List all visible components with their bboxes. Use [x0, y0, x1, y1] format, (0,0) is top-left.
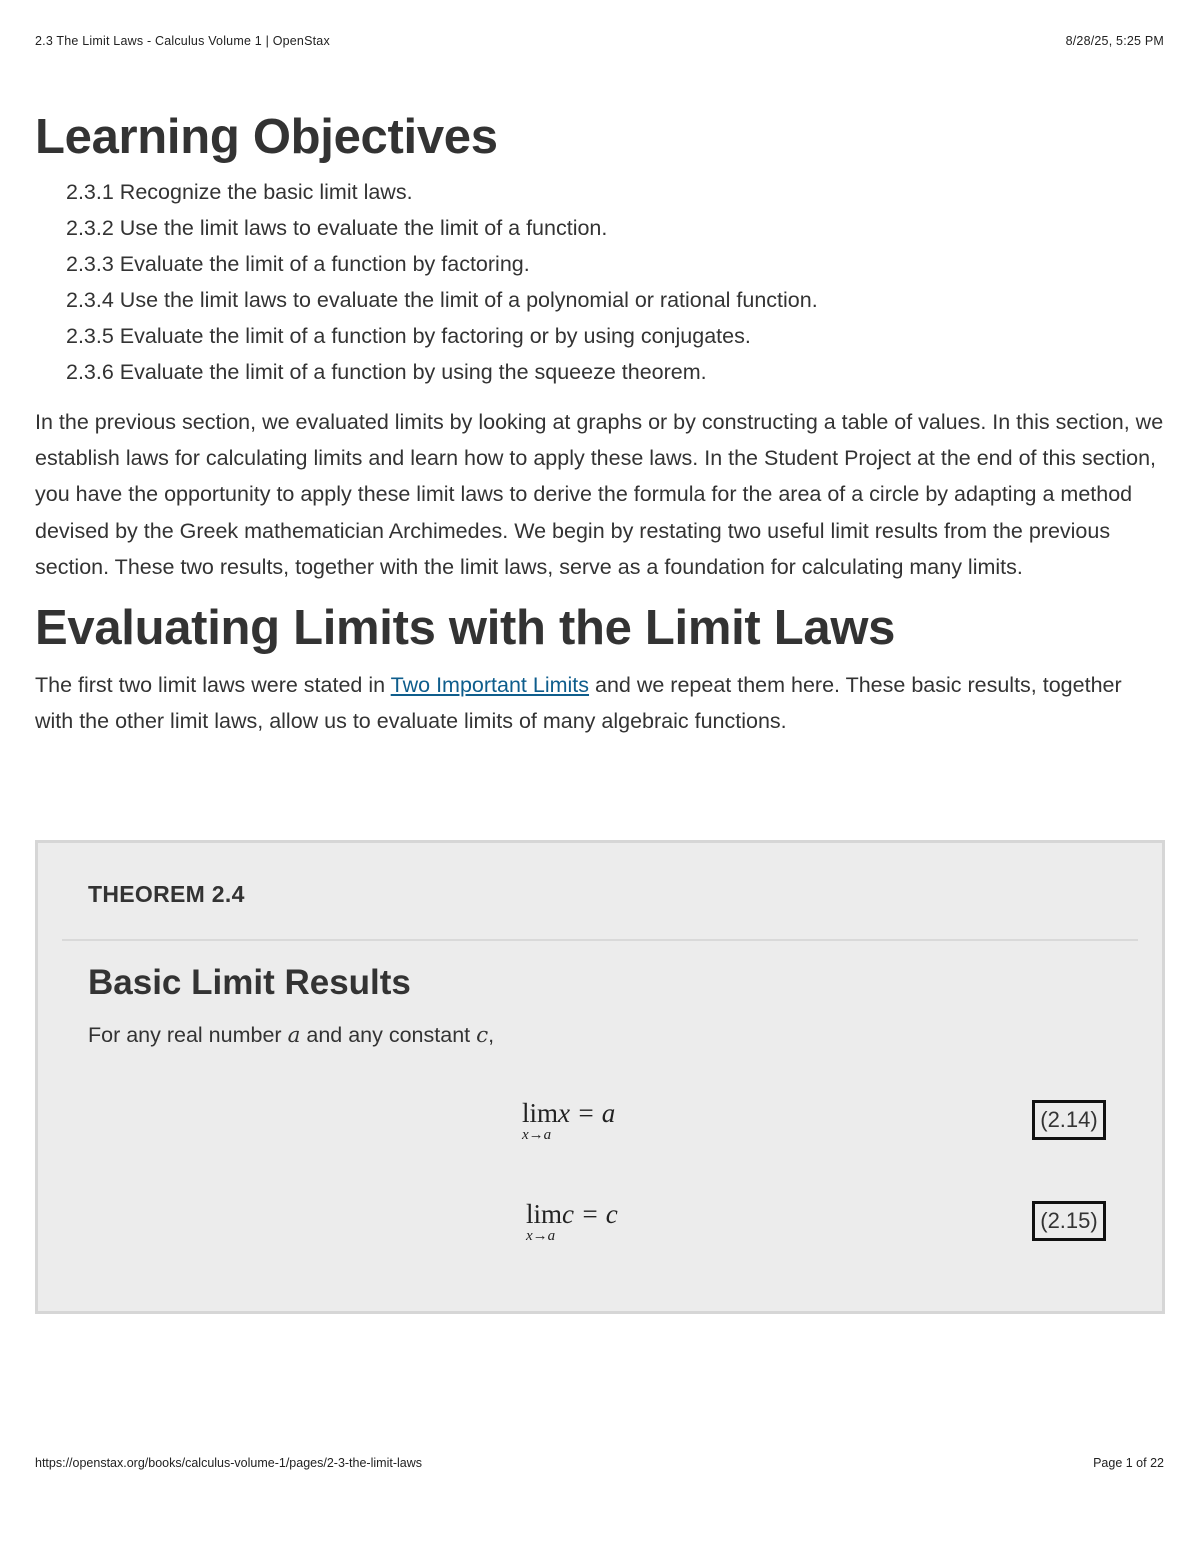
- list-item: 2.3.4 Use the limit laws to evaluate the limit of a polynomial or rational function.: [66, 288, 818, 312]
- theorem-label: THEOREM 2.4: [88, 881, 245, 907]
- theorem-box: [35, 840, 1165, 1314]
- limit-formula: [522, 1098, 615, 1144]
- section-paragraph: [35, 667, 1165, 739]
- print-footer: [35, 1456, 1164, 1470]
- limit-subscript: x→a: [526, 1228, 556, 1244]
- print-header: [35, 34, 1164, 48]
- print-header-datetime: 8/28/25, 5:25 PM: [1065, 34, 1164, 48]
- intro-paragraph: In the previous section, we evaluated limits by looking at graphs or by constructing a table of values. In this section, we establish laws for calculating limits and learn how to apply these laws. In the Student Project at the end of this section, you have the opportunity to apply these limit laws to derive the formula for the area of a circle by adapting a method devised by the Greek mathematician Archimedes. We begin by restating two useful limit results from the previous section. These two results, together with the limit laws, serve as a foundation for calculating many limits.: [35, 410, 1164, 579]
- theorem-title: Basic Limit Results: [88, 963, 411, 1002]
- print-footer-page: Page 1 of 22: [1093, 1456, 1164, 1470]
- list-item: 2.3.5 Evaluate the limit of a function by factoring or by using conjugates.: [66, 324, 751, 348]
- learning-objectives-heading: Learning Objectives: [35, 110, 498, 164]
- two-important-limits-link[interactable]: Two Important Limits: [390, 673, 590, 698]
- limit-formula: [526, 1199, 618, 1245]
- theorem-statement: [88, 1023, 494, 1048]
- list-item: 2.3.3 Evaluate the limit of a function by factoring.: [66, 252, 530, 276]
- lim-operator: lim: [526, 1199, 563, 1229]
- section-heading: Evaluating Limits with the Limit Laws: [35, 601, 896, 656]
- list-item: 2.3.2 Use the limit laws to evaluate the limit of a function.: [66, 216, 608, 240]
- section-paragraph-end: and we repeat them here. These basic results, together with the other limit laws, allow us to evaluate limits of many algebraic functions.: [35, 673, 1122, 734]
- limit-expression: c: [562, 1199, 574, 1229]
- theorem-statement-part: For any real number: [88, 1023, 288, 1047]
- lim-operator: lim: [522, 1098, 559, 1128]
- section-paragraph-start: The first two limit laws were stated in: [35, 673, 391, 698]
- limit-rhs: = c: [574, 1199, 618, 1229]
- learning-objectives-list: [35, 174, 1165, 390]
- main-content: [35, 108, 1165, 739]
- limit-rhs: = a: [570, 1098, 616, 1128]
- equation-2-14: [38, 1098, 1162, 1158]
- print-footer-url: https://openstax.org/books/calculus-volume-1/pages/2-3-the-limit-laws: [35, 1456, 422, 1470]
- theorem-divider: [62, 939, 1138, 941]
- equation-2-15: [38, 1199, 1162, 1259]
- list-item: 2.3.1 Recognize the basic limit laws.: [66, 180, 413, 204]
- limit-subscript: x→a: [522, 1127, 552, 1143]
- list-item: 2.3.6 Evaluate the limit of a function by using the squeeze theorem.: [66, 360, 707, 384]
- print-header-title: 2.3 The Limit Laws - Calculus Volume 1 | OpenStax: [35, 34, 330, 48]
- variable-c: c: [476, 1023, 489, 1048]
- theorem-statement-part: and any constant: [300, 1023, 477, 1047]
- theorem-statement-part: ,: [488, 1023, 495, 1047]
- equation-number: (2.15): [1032, 1201, 1106, 1241]
- limit-expression: x: [558, 1098, 570, 1128]
- variable-a: a: [287, 1023, 301, 1048]
- equation-number: (2.14): [1032, 1100, 1106, 1140]
